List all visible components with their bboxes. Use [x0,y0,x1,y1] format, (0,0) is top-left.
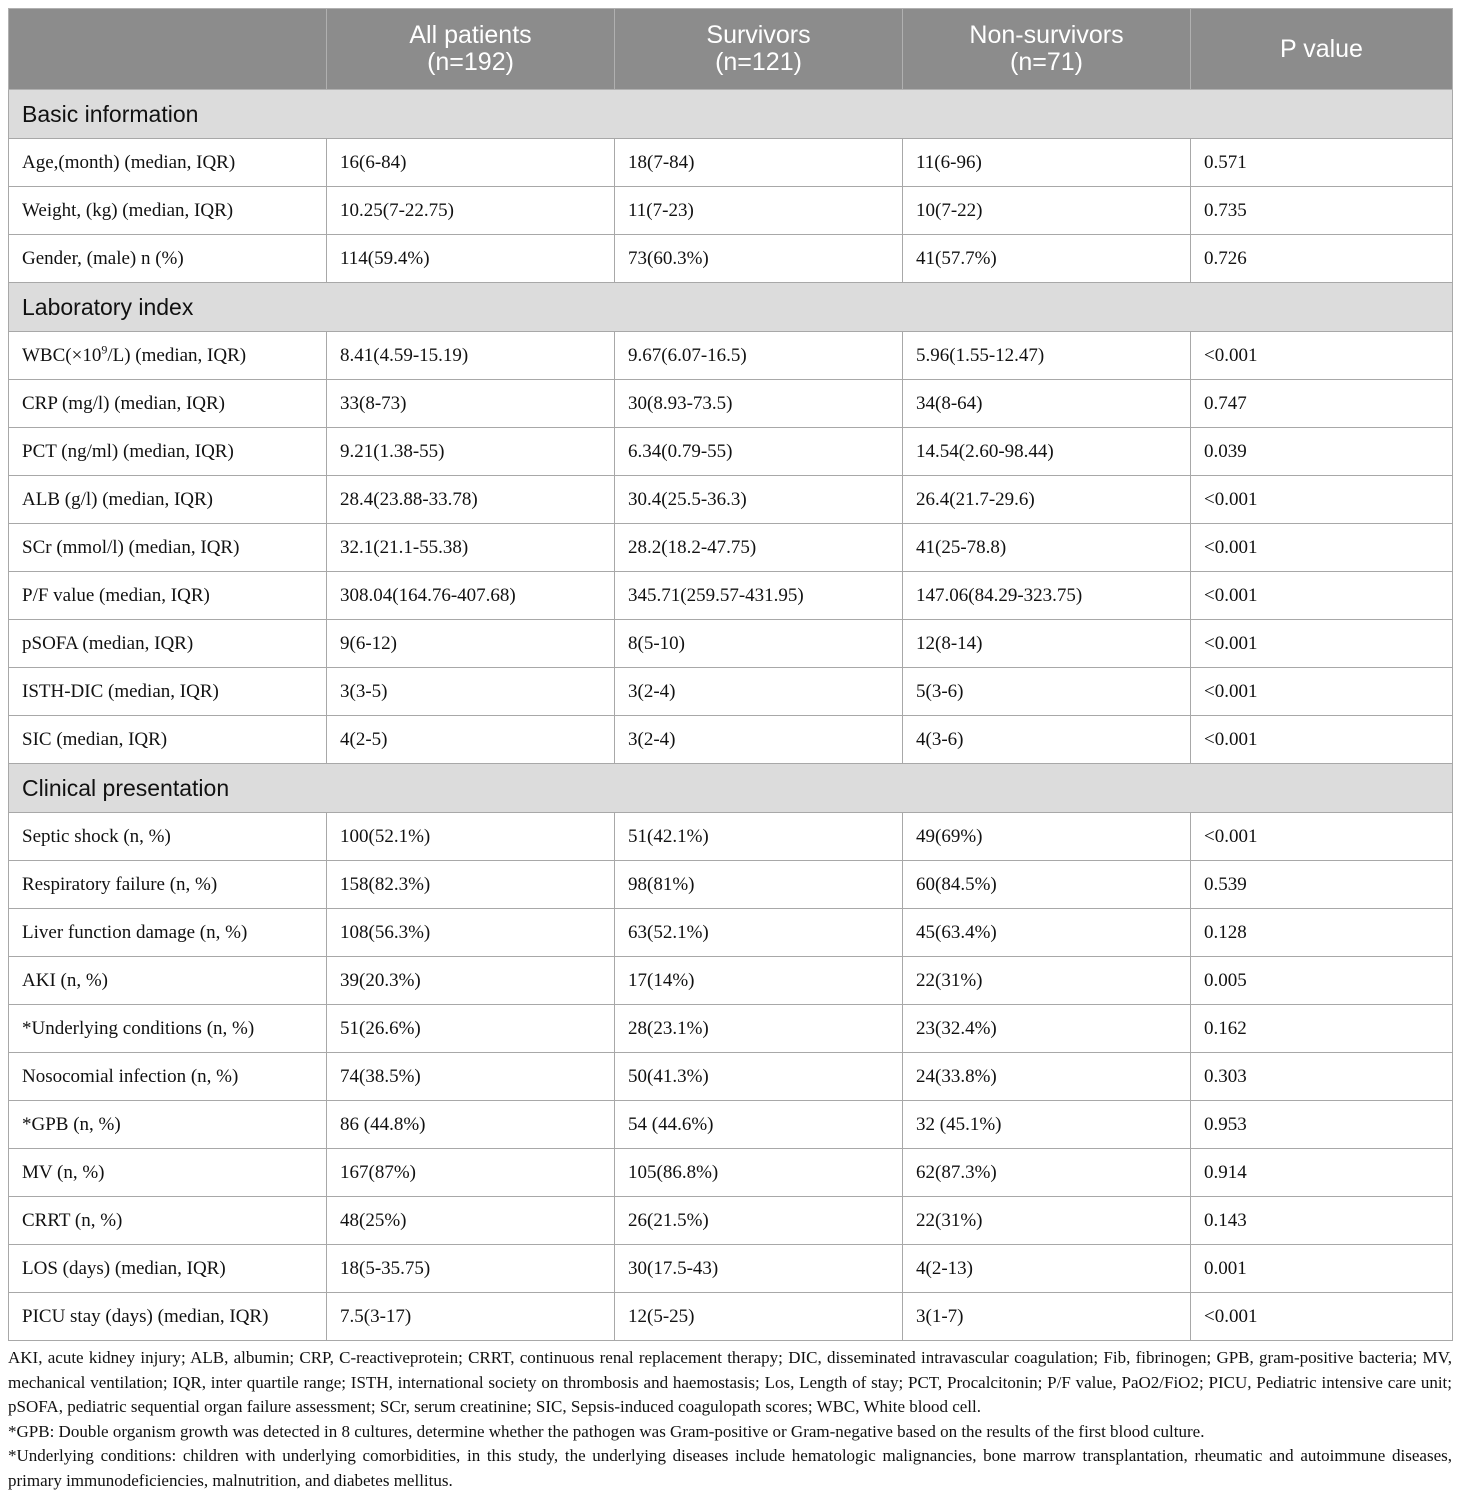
row-label-cell: LOS (days) (median, IQR) [9,1245,327,1293]
p-value-cell: 0.143 [1191,1197,1453,1245]
row-label-superscript: 9 [101,342,108,357]
table-row [9,1053,1453,1101]
survivors-cell: 26(21.5%) [615,1197,903,1245]
all-patients-cell: 18(5-35.75) [327,1245,615,1293]
survivors-cell: 9.67(6.07-16.5) [615,332,903,380]
table-container [8,8,1452,1493]
p-value-cell: 0.001 [1191,1245,1453,1293]
row-label-cell: Respiratory failure (n, %) [9,861,327,909]
survivors-cell: 3(2-4) [615,716,903,764]
footnote-abbreviations: AKI, acute kidney injury; ALB, albumin; CRP, C-reactiveprotein; CRRT, continuous renal replacement therapy; DIC, disseminated intravascular coagulation; Fib, fibrinogen; GPB, gram-positive bacteria; MV, mechanical ventilation; IQR, inter quartile range; ISTH, international society on thrombosis and haemostasis; Los, Length of stay; PCT, Procalcitonin; P/F value, PaO2/FiO2; PICU, Pediatric intensive care unit; pSOFA, pediatric sequential organ failure assessment; SCr, serum creatinine; SIC, Sepsis-induced coagulopath scores; WBC, White blood cell. [8,1348,1452,1416]
patient-characteristics-table [8,8,1453,1341]
p-value-cell: 0.747 [1191,380,1453,428]
table-row [9,1197,1453,1245]
non-survivors-cell: 11(6-96) [903,139,1191,187]
non-survivors-cell: 24(33.8%) [903,1053,1191,1101]
survivors-cell: 3(2-4) [615,668,903,716]
row-label-cell: Age,(month) (median, IQR) [9,139,327,187]
p-value-cell: <0.001 [1191,524,1453,572]
row-label-cell: AKI (n, %) [9,957,327,1005]
p-value-cell: 0.953 [1191,1101,1453,1149]
table-row [9,476,1453,524]
header-survivors-title: Survivors [706,21,811,49]
p-value-cell: <0.001 [1191,1293,1453,1341]
non-survivors-cell: 23(32.4%) [903,1005,1191,1053]
non-survivors-cell: 34(8-64) [903,380,1191,428]
table-row [9,909,1453,957]
row-label-cell: CRRT (n, %) [9,1197,327,1245]
p-value-cell: <0.001 [1191,813,1453,861]
p-value-cell: <0.001 [1191,620,1453,668]
all-patients-cell: 32.1(21.1-55.38) [327,524,615,572]
row-label-cell [9,332,327,380]
header-non-survivors [903,9,1191,90]
non-survivors-cell: 10(7-22) [903,187,1191,235]
header-p-value-title: P value [1280,34,1363,63]
non-survivors-cell: 26.4(21.7-29.6) [903,476,1191,524]
survivors-cell: 98(81%) [615,861,903,909]
row-label-cell: ALB (g/l) (median, IQR) [9,476,327,524]
all-patients-cell: 9.21(1.38-55) [327,428,615,476]
table-row [9,813,1453,861]
all-patients-cell: 100(52.1%) [327,813,615,861]
header-p-value [1191,9,1453,90]
p-value-cell: <0.001 [1191,668,1453,716]
row-label-cell: pSOFA (median, IQR) [9,620,327,668]
all-patients-cell: 108(56.3%) [327,909,615,957]
non-survivors-cell: 22(31%) [903,957,1191,1005]
non-survivors-cell: 4(3-6) [903,716,1191,764]
p-value-cell: <0.001 [1191,476,1453,524]
survivors-cell: 54 (44.6%) [615,1101,903,1149]
non-survivors-cell: 62(87.3%) [903,1149,1191,1197]
header-all-patients-title: All patients [409,21,532,49]
all-patients-cell: 308.04(164.76-407.68) [327,572,615,620]
survivors-cell: 6.34(0.79-55) [615,428,903,476]
footnote-underlying-conditions: *Underlying conditions: children with underlying comorbidities, in this study, the underlying diseases include hematologic malignancies, bone marrow transplantation, rheumatic and autoimmune diseases, primary immunodeficiencies, malnutrition, and diabetes mellitus. [8,1446,1452,1490]
all-patients-cell: 86 (44.8%) [327,1101,615,1149]
row-label-part: /L) (median, IQR) [107,344,247,366]
survivors-cell: 51(42.1%) [615,813,903,861]
row-label-cell: Gender, (male) n (%) [9,235,327,283]
all-patients-cell: 3(3-5) [327,668,615,716]
non-survivors-cell: 3(1-7) [903,1293,1191,1341]
survivors-cell: 30.4(25.5-36.3) [615,476,903,524]
table-footnotes [8,1346,1452,1493]
non-survivors-cell: 5(3-6) [903,668,1191,716]
all-patients-cell: 28.4(23.88-33.78) [327,476,615,524]
p-value-cell: 0.162 [1191,1005,1453,1053]
all-patients-cell: 167(87%) [327,1149,615,1197]
survivors-cell: 11(7-23) [615,187,903,235]
table-row [9,524,1453,572]
all-patients-cell: 8.41(4.59-15.19) [327,332,615,380]
header-survivors [615,9,903,90]
row-label-cell: CRP (mg/l) (median, IQR) [9,380,327,428]
non-survivors-cell: 22(31%) [903,1197,1191,1245]
header-non-survivors-title: Non-survivors [969,21,1124,49]
all-patients-cell: 158(82.3%) [327,861,615,909]
all-patients-cell: 48(25%) [327,1197,615,1245]
table-row [9,716,1453,764]
non-survivors-cell: 60(84.5%) [903,861,1191,909]
p-value-cell: <0.001 [1191,716,1453,764]
survivors-cell: 18(7-84) [615,139,903,187]
p-value-cell: 0.303 [1191,1053,1453,1101]
row-label-cell: MV (n, %) [9,1149,327,1197]
table-row [9,1293,1453,1341]
table-row [9,620,1453,668]
table-row [9,668,1453,716]
non-survivors-cell: 41(25-78.8) [903,524,1191,572]
table-row [9,187,1453,235]
footnote-gpb: *GPB: Double organism growth was detected in 8 cultures, determine whether the pathogen was Gram-positive or Gram-negative based on the results of the first blood culture. [8,1421,1205,1441]
non-survivors-cell: 49(69%) [903,813,1191,861]
survivors-cell: 12(5-25) [615,1293,903,1341]
section-row [9,283,1453,332]
survivors-cell: 30(8.93-73.5) [615,380,903,428]
row-label-cell: SCr (mmol/l) (median, IQR) [9,524,327,572]
survivors-cell: 63(52.1%) [615,909,903,957]
row-label-cell: SIC (median, IQR) [9,716,327,764]
non-survivors-cell: 41(57.7%) [903,235,1191,283]
row-label-cell: ISTH-DIC (median, IQR) [9,668,327,716]
non-survivors-cell: 12(8-14) [903,620,1191,668]
table-row [9,332,1453,380]
row-label-cell: *GPB (n, %) [9,1101,327,1149]
survivors-cell: 30(17.5-43) [615,1245,903,1293]
survivors-cell: 50(41.3%) [615,1053,903,1101]
p-value-cell: 0.539 [1191,861,1453,909]
survivors-cell: 73(60.3%) [615,235,903,283]
section-row [9,764,1453,813]
table-body [9,90,1453,1341]
table-row [9,1245,1453,1293]
table-row [9,235,1453,283]
row-label-cell: P/F value (median, IQR) [9,572,327,620]
all-patients-cell: 16(6-84) [327,139,615,187]
table-row [9,380,1453,428]
section-title: Laboratory index [9,283,1453,332]
non-survivors-cell: 147.06(84.29-323.75) [903,572,1191,620]
section-title: Basic information [9,90,1453,139]
header-all-patients [327,9,615,90]
p-value-cell: 0.735 [1191,187,1453,235]
table-row [9,1149,1453,1197]
p-value-cell: 0.914 [1191,1149,1453,1197]
all-patients-cell: 39(20.3%) [327,957,615,1005]
all-patients-cell: 114(59.4%) [327,235,615,283]
survivors-cell: 17(14%) [615,957,903,1005]
non-survivors-cell: 4(2-13) [903,1245,1191,1293]
survivors-cell: 28(23.1%) [615,1005,903,1053]
row-label-cell: PICU stay (days) (median, IQR) [9,1293,327,1341]
all-patients-cell: 10.25(7-22.75) [327,187,615,235]
section-row [9,90,1453,139]
table-row [9,1101,1453,1149]
all-patients-cell: 74(38.5%) [327,1053,615,1101]
all-patients-cell: 51(26.6%) [327,1005,615,1053]
non-survivors-cell: 5.96(1.55-12.47) [903,332,1191,380]
row-label-cell: PCT (ng/ml) (median, IQR) [9,428,327,476]
non-survivors-cell: 45(63.4%) [903,909,1191,957]
row-label-cell: *Underlying conditions (n, %) [9,1005,327,1053]
table-row [9,428,1453,476]
survivors-cell: 8(5-10) [615,620,903,668]
table-row [9,957,1453,1005]
all-patients-cell: 9(6-12) [327,620,615,668]
all-patients-cell: 4(2-5) [327,716,615,764]
header-cell-blank [9,9,327,90]
survivors-cell: 345.71(259.57-431.95) [615,572,903,620]
table-row [9,861,1453,909]
p-value-cell: 0.726 [1191,235,1453,283]
row-label-cell: Septic shock (n, %) [9,813,327,861]
p-value-cell: <0.001 [1191,332,1453,380]
p-value-cell: 0.571 [1191,139,1453,187]
p-value-cell: 0.005 [1191,957,1453,1005]
survivors-cell: 105(86.8%) [615,1149,903,1197]
table-row [9,572,1453,620]
header-all-patients-n: (n=192) [427,48,514,76]
survivors-cell: 28.2(18.2-47.75) [615,524,903,572]
header-survivors-n: (n=121) [715,48,802,76]
table-row [9,1005,1453,1053]
row-label-cell: Nosocomial infection (n, %) [9,1053,327,1101]
row-label-part: WBC(×10 [22,344,102,366]
p-value-cell: 0.128 [1191,909,1453,957]
row-label-cell: Liver function damage (n, %) [9,909,327,957]
row-label-cell: Weight, (kg) (median, IQR) [9,187,327,235]
header-non-survivors-n: (n=71) [1010,48,1083,76]
p-value-cell: <0.001 [1191,572,1453,620]
non-survivors-cell: 32 (45.1%) [903,1101,1191,1149]
all-patients-cell: 33(8-73) [327,380,615,428]
non-survivors-cell: 14.54(2.60-98.44) [903,428,1191,476]
all-patients-cell: 7.5(3-17) [327,1293,615,1341]
table-row [9,139,1453,187]
section-title: Clinical presentation [9,764,1453,813]
p-value-cell: 0.039 [1191,428,1453,476]
header-row [9,9,1453,90]
